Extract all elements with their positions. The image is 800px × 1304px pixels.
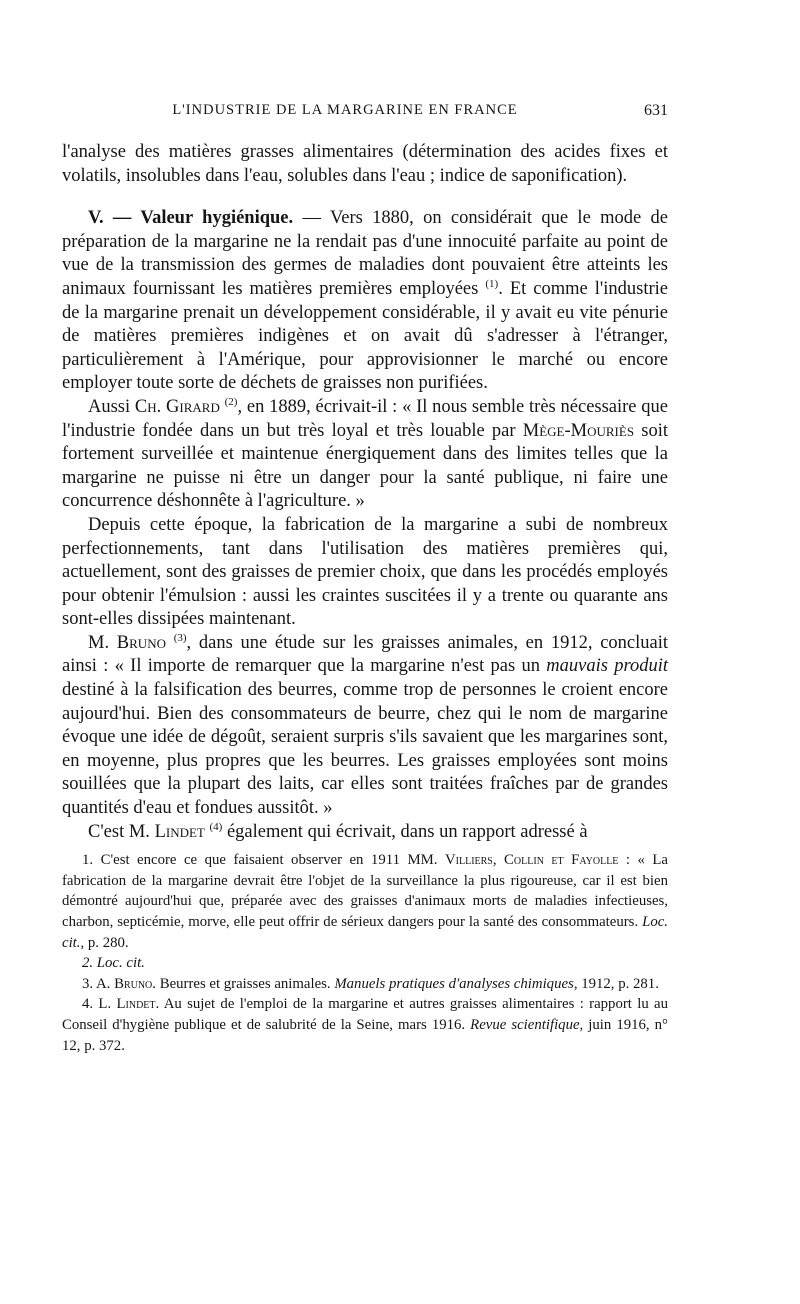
paragraph-2-c: soit fortement surveillée et maintenue énergiquement dans des limites telles que la margarine ne puisse ni être un danger pour la santé publique, ni faire une concurrence déshonnête à l'agriculture. » xyxy=(62,420,669,512)
paragraph-3 xyxy=(62,514,668,632)
paragraph-3-text: Depuis cette époque, la fabrication de la margarine a subi de nombreux perfectionnements, tant dans l'utilisation des matières premières qui, actuellement, sont des graisses de premier choix, que dans les procédés employés pour obtenir l'émulsion : aussi les craintes suscitées il y a trente ou quarante ans sont-elles dissipées maintenant. xyxy=(62,514,668,630)
paragraph-4-b: , dans une étude sur les graisses animales, en 1912, concluait ainsi : « Il importe de remarquer que la margarine n'est pas un xyxy=(62,632,669,677)
author-mege-mouries: Mège-Mouriès xyxy=(522,420,635,441)
footnotes xyxy=(62,850,668,1056)
footnote-4-journal: Revue scientifique xyxy=(470,1016,580,1033)
section-heading: V. — Valeur hygiénique. xyxy=(88,208,294,229)
page xyxy=(62,98,668,1056)
footnote-3 xyxy=(62,974,668,995)
footnote-3-title: Manuels pratiques d'analyses chimiques xyxy=(334,975,574,992)
author-lindet: Lindet xyxy=(154,821,205,842)
paragraph-4-a: M. xyxy=(88,632,117,653)
footnote-1-a: 1. C'est encore ce que faisaient observer en 1911 MM. xyxy=(82,852,445,869)
footnote-1-c: , p. 280. xyxy=(80,934,129,951)
footnote-ref-4[interactable]: (4) xyxy=(209,820,223,833)
footnote-3-author: Bruno xyxy=(114,975,153,992)
page-number: 631 xyxy=(644,102,668,119)
author-bruno: Bruno xyxy=(116,632,166,653)
running-title: L'INDUSTRIE DE LA MARGARINE EN FRANCE xyxy=(172,102,518,118)
paragraph-5-a: C'est M. xyxy=(88,821,155,842)
footnote-ref-3[interactable]: (3) xyxy=(173,631,187,644)
footnote-4-b: . Au sujet de l'emploi de la margarine et autres graisses alimentaires : rapport lu au Conseil d'hygiène publique et de salubrité de la Seine, mars 1916. xyxy=(62,996,669,1033)
paragraph-4-c: destiné à la falsification des beurres, comme trop de personnes le croient encore aujourd'hui. Bien des consommateurs de beurre, chez qui le nom de margarine évoque une idée de dégoût, seraient surpris s'ils savaient que les margarines sont, en moyenne, plus propres que les beurres. Les graisses employées sont moins souillées que la plupart des laits, car elles sont traitées fraîches par de grandes quantités d'eau et fondues aussitôt. » xyxy=(62,680,668,819)
paragraph-1-text-2: . Et comme l'industrie de la margarine prenait un développement considérable, il y avait eu vite pénurie de matières premières indigènes et on avait dû s'adresser à l'étranger, particulièrement à l'Amérique, pour approvisionner le marché ou encore employer toute sorte de déchets de graisses non purifiées. xyxy=(62,278,669,394)
footnote-3-a: 3. A. xyxy=(82,975,115,992)
paragraph-1-text: — Vers 1880, on considérait que le mode de préparation de la margarine ne la rendait pas d'une innocuité parfaite au point de vue de la transmission des germes de maladies dont pouvaient être atteints les animaux fournissant les matières premières employées xyxy=(62,208,668,299)
footnote-1-authors: Villiers, Collin et Fayolle xyxy=(444,852,619,869)
footnote-4-a: 4. L. xyxy=(82,996,117,1013)
footnote-1 xyxy=(62,850,668,953)
paragraph-2 xyxy=(62,396,668,514)
paragraph-5 xyxy=(62,821,668,845)
paragraph-2-a: Aussi xyxy=(88,396,135,417)
footnote-4-author: Lindet xyxy=(116,996,156,1013)
paragraph-4 xyxy=(62,632,668,821)
paragraph-5-b: également qui écrivait, dans un rapport adressé à xyxy=(222,821,588,842)
paragraph-2-b: , en 1889, écrivait-il : « Il nous semble très nécessaire que l'industrie fondée dans un but très loyal et très louable par xyxy=(62,396,668,441)
footnote-4-c: , juin 1916, n° 12, p. 372. xyxy=(62,1016,668,1054)
footnote-ref-1[interactable]: (1) xyxy=(485,277,499,290)
running-header xyxy=(62,98,668,122)
paragraph-0-text: l'analyse des matières grasses alimentaires (détermination des acides fixes et volatils, insolubles dans l'eau, solubles dans l'eau ; indice de saponification). xyxy=(62,142,668,186)
footnote-4 xyxy=(62,994,668,1056)
author-girard: Ch. Girard xyxy=(134,396,220,417)
paragraph-0 xyxy=(62,141,668,188)
footnote-3-c: , 1912, p. 281. xyxy=(573,975,659,992)
body-text xyxy=(62,141,668,844)
footnote-2 xyxy=(62,953,668,974)
footnote-1-b: : « La fabrication de la margarine devrait être l'objet de la surveillance la plus rigoureuse, car il est bien démontré aujourd'hui que, préparée avec des graisses d'animaux morts de maladies infectieuses, charbon, septicémie, morve, elle peut offrir de sérieux dangers pour la santé des consommateurs. xyxy=(62,852,669,930)
footnote-ref-2[interactable]: (2) xyxy=(224,395,238,408)
emphasis-mauvais-produit: mauvais produit xyxy=(546,656,668,677)
footnote-2-text: 2. Loc. cit. xyxy=(82,955,145,972)
footnote-3-b: . Beurres et graisses animales. xyxy=(152,975,335,992)
paragraph-section-v xyxy=(62,207,668,396)
footnote-1-citation: Loc. cit. xyxy=(62,914,668,951)
